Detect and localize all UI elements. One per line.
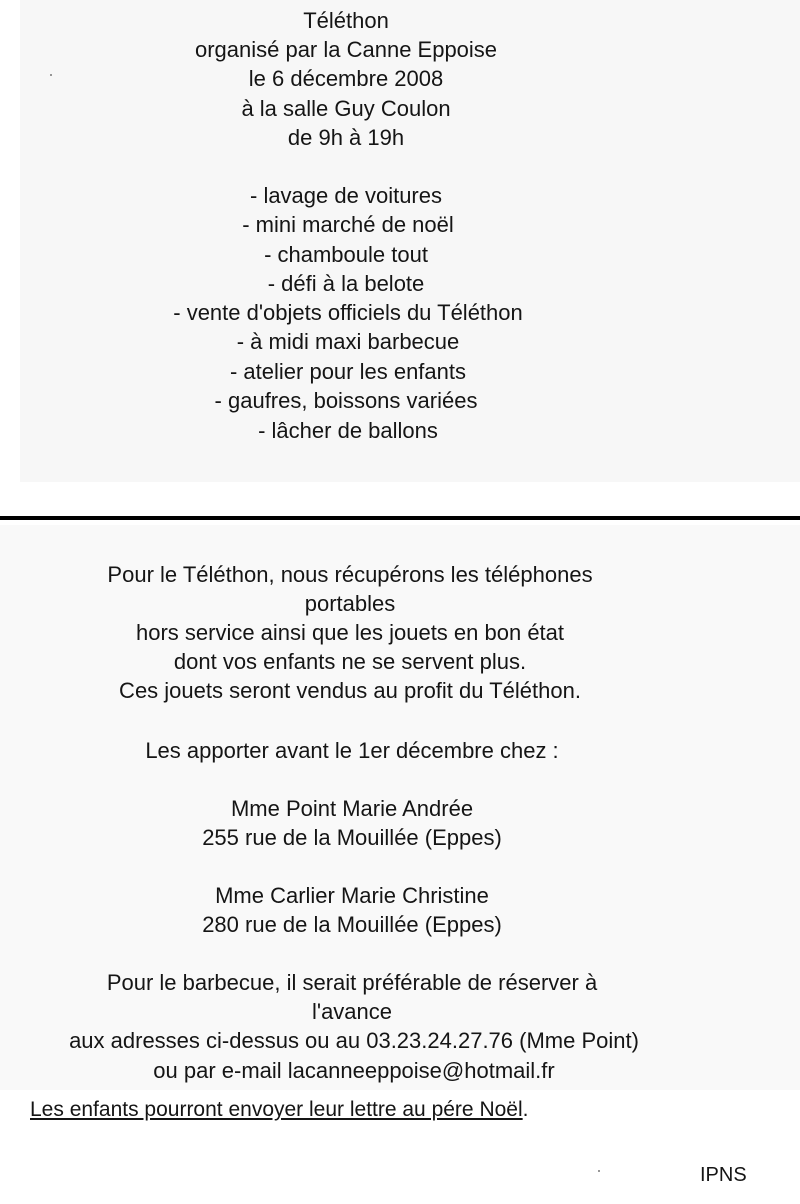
activity-item: - vente d'objets officiels du Téléthon [173, 300, 523, 325]
section-divider [0, 516, 800, 520]
barbecue-line: Pour le barbecue, il serait préférable de réserver à [106, 970, 598, 995]
activity-item: - lâcher de ballons [258, 418, 438, 443]
contact-name: Mme Carlier Marie Christine [215, 883, 489, 908]
activity-item: - gaufres, boissons variées [214, 388, 478, 413]
activity-item: - atelier pour les enfants [229, 359, 467, 384]
scan-speck [50, 74, 52, 76]
ipns-mark: IPNS [700, 1164, 747, 1186]
barbecue-email-line: ou par e-mail lacanneeppoise@hotmail.fr [153, 1058, 555, 1083]
event-hours: de 9h à 19h [287, 125, 405, 150]
santa-letter-note [30, 1097, 528, 1123]
collection-line: dont vos enfants ne se servent plus. [173, 649, 527, 674]
event-title: Téléthon [303, 8, 389, 33]
santa-letter-note-text: Les enfants pourront envoyer leur lettre au pére Noël [30, 1098, 523, 1121]
activity-item: - défi à la belote [267, 271, 425, 296]
activity-item: - lavage de voitures [250, 183, 442, 208]
contact-address: 255 rue de la Mouillée (Eppes) [202, 825, 502, 850]
barbecue-line: l'avance [311, 999, 393, 1024]
collection-line: Ces jouets seront vendus au profit du Téléthon. [119, 678, 581, 703]
collection-line: Pour le Téléthon, nous récupérons les téléphones [107, 562, 593, 587]
contact-address: 280 rue de la Mouillée (Eppes) [202, 912, 502, 937]
activity-item: - mini marché de noël [242, 212, 454, 237]
collection-line: portables [304, 591, 396, 616]
activity-item: - chamboule tout [264, 242, 428, 267]
event-date: le 6 décembre 2008 [248, 66, 444, 91]
event-organizer: organisé par la Canne Eppoise [194, 37, 498, 62]
barbecue-line: aux adresses ci-dessus ou au 03.23.24.27.76 (Mme Point) [69, 1028, 639, 1053]
event-venue: à la salle Guy Coulon [241, 96, 451, 121]
contact-name: Mme Point Marie Andrée [230, 796, 474, 821]
activity-item: - à midi maxi barbecue [236, 329, 460, 354]
scan-speck [598, 1170, 600, 1172]
collection-deadline: Les apporter avant le 1er décembre chez : [145, 738, 559, 763]
collection-line: hors service ainsi que les jouets en bon état [135, 620, 565, 645]
santa-letter-note-period: . [522, 1098, 529, 1121]
